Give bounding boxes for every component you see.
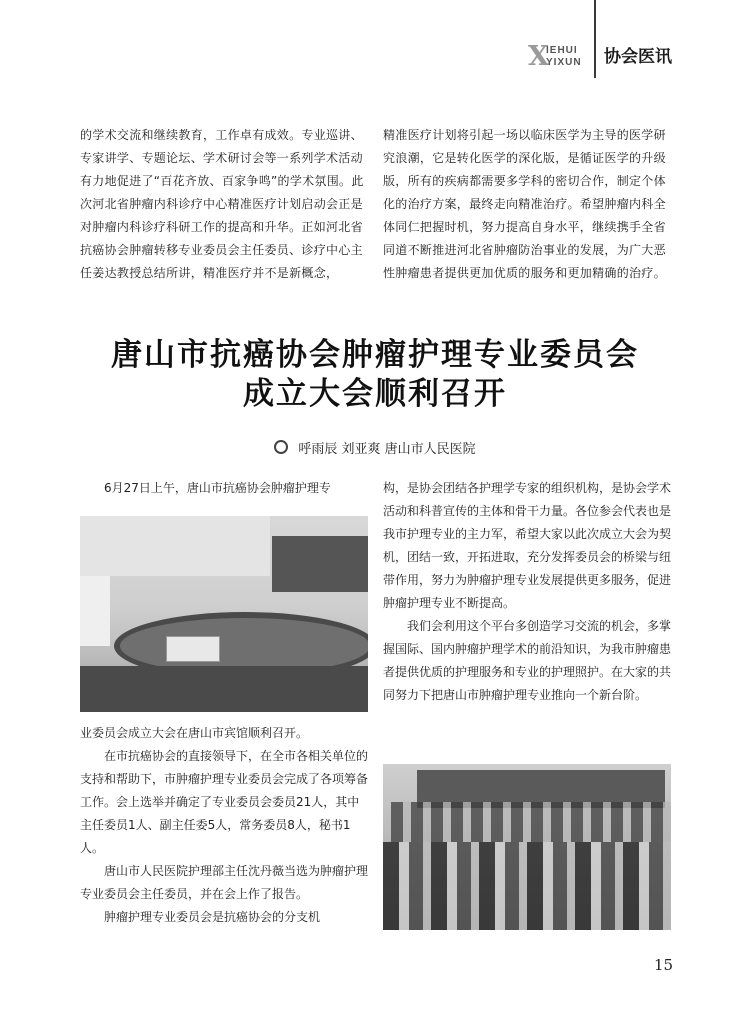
section-title: 协会医讯 [604, 47, 672, 67]
journal-logo [528, 42, 588, 72]
article-paragraph-1-continued: 业委员会成立大会在唐山市宾馆顺利召开。 [80, 726, 309, 740]
article-paragraph-4-continued: 构，是协会团结各护理学专家的组织机构，是协会学术活动和科普宣传的主体和骨干力量。各位参会代表也是我市护理专业的主力军，希望大家以此次成立大会为契机，团结一致，开拓进取，充分发挥委员会的桥梁与纽带作用，努力为肿瘤护理专业发展提供更多服务，促进肿瘤护理专业不断提高。 [383, 481, 672, 610]
photo-front-row [383, 842, 671, 930]
logo-line-2: YIXUN [546, 57, 582, 68]
previous-article-paragraph: 的学术交流和继续教育，工作卓有成效。专业巡讲、专家讲学、专题论坛、学术研讨会等一系列学术活动有力地促进了“百花齐放、百家争鸣”的学术氛围。此次河北省肿瘤内科诊疗中心精准医疗计划启动会正是对肿瘤内科诊疗科研工作的提高和升华。正如河北省抗癌协会肿瘤转移专业委员会主任委员、诊疗中心主任姜达教授总结所讲，精准医疗并不是新概念， [80, 128, 364, 280]
group-photo [383, 764, 671, 930]
previous-article-right-column [383, 124, 673, 285]
meeting-photo [80, 516, 368, 712]
logo-line-1: IEHUI [546, 45, 578, 56]
header-divider [594, 0, 596, 78]
article-paragraph-1: 6月27日上午，唐山市抗癌协会肿瘤护理专 [104, 481, 331, 495]
article-paragraph-5: 我们会利用这个平台多创造学习交流的机会，多掌握国际、国内肿瘤护理学术的前沿知识，为我市肿瘤患者提供优质的护理服务和专业的护理照护。在大家的共同努力下把唐山市肿瘤护理专业推向一个新台阶。 [383, 619, 672, 702]
article-left-column-top [80, 477, 370, 500]
photo-foreground [80, 666, 368, 712]
logo-letter: X [528, 41, 549, 72]
article-title-line-1: 唐山市抗癌协会肿瘤护理专业委员会 [111, 337, 639, 373]
photo-banner [272, 536, 368, 592]
article-paragraph-2: 在市抗癌协会的直接领导下，在全市各相关单位的支持和帮助下，市肿瘤护理专业委员会完成了各项筹备工作。会上选举并确定了专业委员会委员21人，其中主任委员1人、副主任委5人，常务委员8人，秘书1人。 [80, 749, 369, 855]
article-paragraph-3: 唐山市人民医院护理部主任沈丹薇当选为肿瘤护理专业委员会主任委员，并在会上作了报告。 [80, 864, 369, 901]
photo-back-row [391, 802, 671, 842]
byline-authors: 呼雨辰 刘亚爽 唐山市人民医院 [298, 442, 476, 457]
article-right-column [383, 477, 673, 707]
article-left-column-bottom [80, 722, 370, 929]
photo-wall [80, 516, 270, 576]
page-number: 15 [654, 956, 674, 974]
article-paragraph-4: 肿瘤护理专业委员会是抗癌协会的分支机 [104, 910, 321, 924]
article-title-line-2: 成立大会顺利召开 [243, 376, 507, 412]
bullseye-icon [274, 440, 288, 454]
previous-article-paragraph: 精准医疗计划将引起一场以临床医学为主导的医学研究浪潮，它是转化医学的深化版，是循证医学的升级版，所有的疾病都需要多学科的密切合作，制定个体化的治疗方案，最终走向精准治疗。希望肿瘤内科全体同仁把握时机，努力提高自身水平，继续携手全省同道不断推进河北省肿瘤防治事业的发展，为广大恶性肿瘤患者提供更加优质的服务和更加精确的治疗。 [383, 128, 666, 280]
byline [80, 440, 670, 459]
photo-projector [166, 636, 220, 662]
photo-window [80, 576, 110, 646]
previous-article-left-column [80, 124, 370, 285]
